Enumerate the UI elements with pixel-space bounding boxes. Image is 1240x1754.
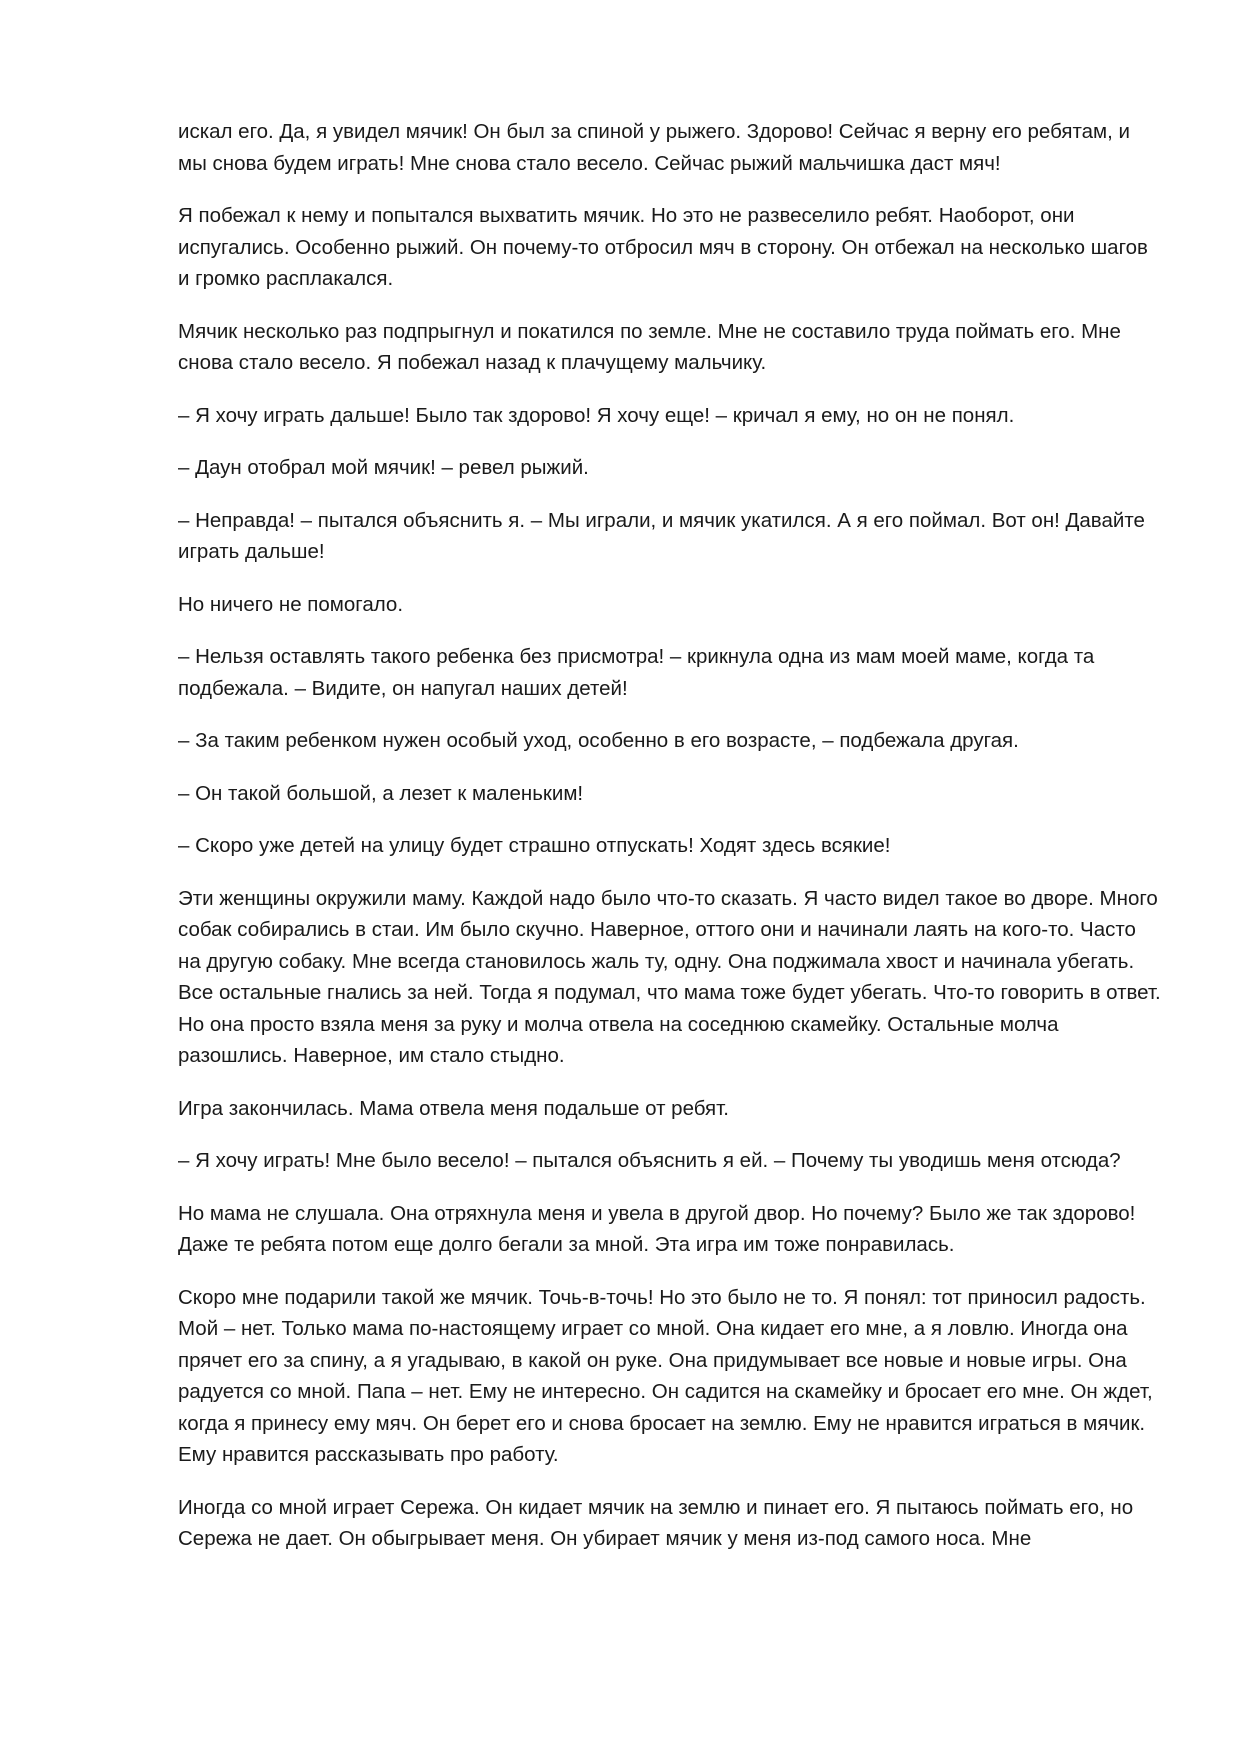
paragraph-15: Но мама не слушала. Она отряхнула меня и увела в другой двор. Но почему? Было же так здорово! Даже те ребята потом еще долго бегали за мной. Эта игра им тоже понравилась.	[178, 1201, 1136, 1256]
paragraph-1: искал его. Да, я увидел мячик! Он был за спиной у рыжего. Здорово! Сейчас я верну его ребятам, и мы снова будем играть! Мне снова стало весело. Сейчас рыжий мальчишка даст мяч!	[178, 120, 1130, 175]
paragraph-16: Скоро мне подарили такой же мячик. Точь-в-точь! Но это было не то. Я понял: тот приносил радость. Мой – нет. Только мама по-настоящему играет со мной. Она кидает его мне, а я ловлю. Иногда она прячет его за спину, а я угадываю, в какой он руке. Она придумывает все новые и новые игры. Она радуется со мной. Папа – нет. Ему не интересно. Он садится на скамейку и бросает его мне. Он ждет, когда я принесу ему мяч. Он берет его и снова бросает на землю. Ему не нравится играться в мячик. Ему нравится рассказывать про работу.	[178, 1285, 1153, 1466]
paragraph-4: – Я хочу играть дальше! Было так здорово! Я хочу еще! – кричал я ему, но он не понял.	[178, 403, 1015, 427]
paragraph-9: – За таким ребенком нужен особый уход, особенно в его возрасте, – подбежала другая.	[178, 729, 1019, 752]
paragraph-14: – Я хочу играть! Мне было весело! – пытался объяснить я ей. – Почему ты уводишь меня отсюда?	[178, 1149, 1121, 1172]
paragraph-17: Иногда со мной играет Сережа. Он кидает мячик на землю и пинает его. Я пытаюсь поймать его, но Сережа не дает. Он обыгрывает меня. Он убирает мячик у меня из-под самого носа. Мне	[178, 1495, 1134, 1550]
paragraph-8: – Нельзя оставлять такого ребенка без присмотра! – крикнула одна из мам моей маме, когда та подбежала. – Видите, он напугал наших детей!	[178, 645, 1095, 700]
paragraph-2: Я побежал к нему и попытался выхватить мячик. Но это не развеселило ребят. Наоборот, они испугались. Особенно рыжий. Он почему-то отбросил мяч в сторону. Он отбежал на несколько шагов и громко расплакался.	[178, 204, 1148, 290]
paragraph-12: Эти женщины окружили маму. Каждой надо было что-то сказать. Я часто видел такое во дворе. Много собак собирались в стаи. Им было скучно. Наверное, оттого они и начинали лаять на кого-то. Часто на другую собаку. Мне всегда становилось жаль ту, одну. Она поджимала хвост и начинала убегать. Все остальные гнались за ней. Тогда я подумал, что мама тоже будет убегать. Что-то говорить в ответ. Но она просто взяла меня за руку и молча отвела на соседнюю скамейку. Остальные молча разошлись. Наверное, им стало стыдно.	[178, 886, 1161, 1067]
body-text	[178, 116, 1162, 1576]
paragraph-5: – Даун отобрал мой мячик! – ревел рыжий.	[178, 456, 589, 479]
paragraph-6: – Неправда! – пытался объяснить я. – Мы играли, и мячик укатился. А я его поймал. Вот он! Давайте играть дальше!	[178, 508, 1145, 563]
paragraph-10: – Он такой большой, а лезет к маленьким!	[178, 781, 584, 805]
paragraph-3: Мячик несколько раз подпрыгнул и покатился по земле. Мне не составило труда поймать его. Мне снова стало весело. Я побежал назад к плачущему мальчику.	[178, 319, 1121, 374]
paragraph-11: – Скоро уже детей на улицу будет страшно отпускать! Ходят здесь всякие!	[178, 834, 891, 857]
paragraph-7: Но ничего не помогало.	[178, 592, 404, 616]
paragraph-13: Игра закончилась. Мама отвела меня подальше от ребят.	[178, 1096, 729, 1120]
